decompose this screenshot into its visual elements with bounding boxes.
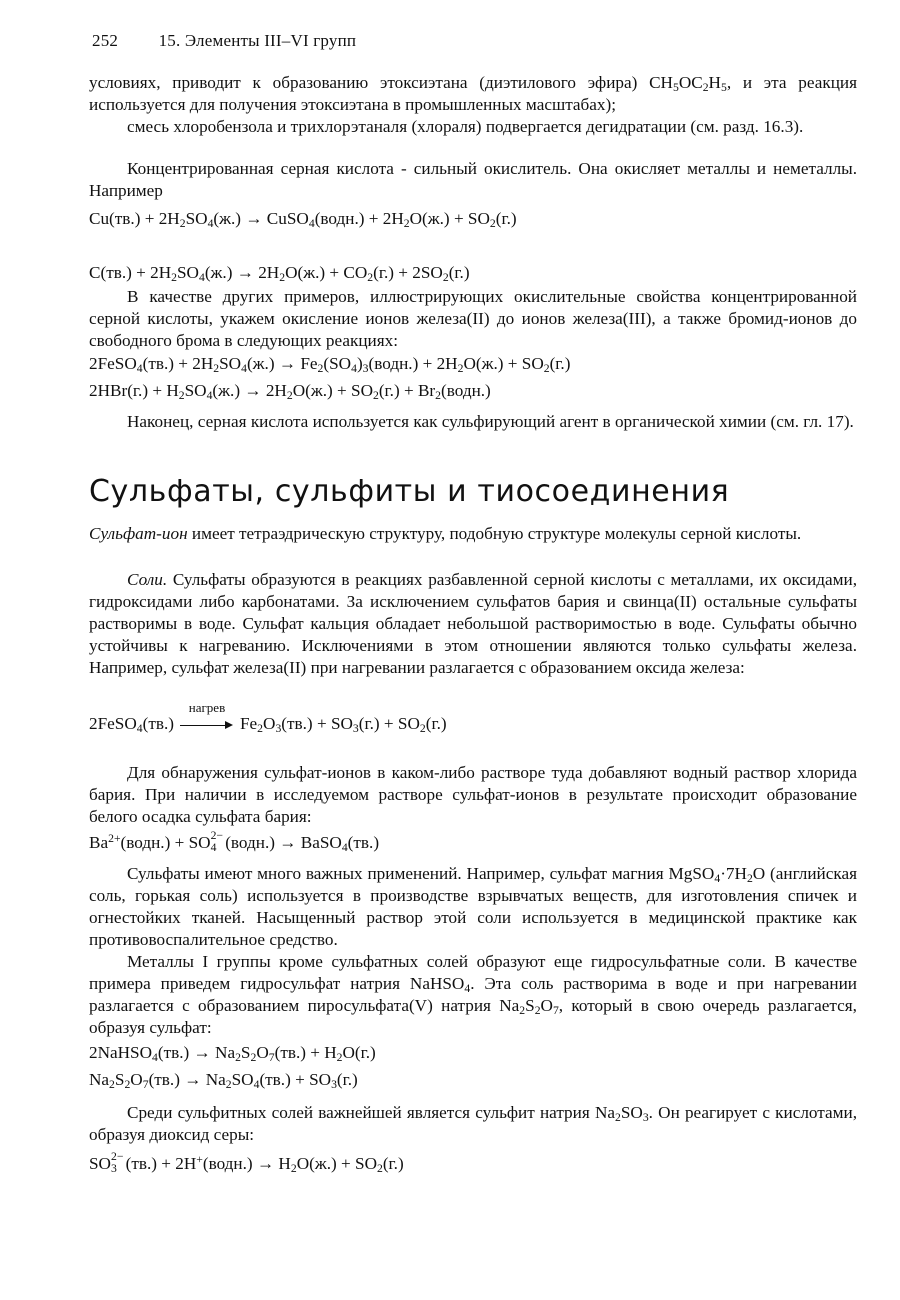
paragraph-barium-test: Для обнаружения сульфат-ионов в каком-либо растворе туда добавляют водный раствор хлорида бария. При наличии в исследуемом растворе сульфат-ионов в результате происходит образование белого осадка сульфата бария:: [89, 763, 857, 826]
equation-carbon: $C(тв.) + 2H_2SO_4(ж.) \to 2H_2O(ж.) + CO_2(г.) + 2SO_2(г.)$: [89, 263, 470, 284]
equation-barium-sulfate: $Ba^{2+}(водн.)$ + SO 2− 4 (водн.) → BaSO$_4$(тв.): [89, 828, 380, 855]
heating-arrow: нагрев: [180, 715, 234, 735]
section-heading: Сульфаты, сульфиты и тиосоединения: [89, 474, 730, 509]
equation-sulfite-acid: SO 2− 3 (тв.) + 2H+(водн.) → $H_2O(ж.) + SO_2(г.)$: [89, 1149, 404, 1176]
equations-iron-bromide: 2FeSO$_4$(тв.) + $2H_2SO_4(ж.)$ → $Fe_2(SO_4)_3(водн.) + 2H_2O(ж.) + SO_2(г.)$ $2HBr(г.) + H_2SO_4(ж.) \to 2H_2O(ж.) + SO_2(г.)$ + $Br_2(водн.)$: [89, 354, 571, 402]
equation-cu: $Cu(тв.) + 2H_2SO_4(ж.)$ → CuSO$_4$(водн.) + $2H_2O(ж.) + SO_2(г.)$: [89, 209, 517, 230]
paragraph-chloral: смесь хлоробензола и трихлорэтаналя (хлораля) подвергается дегидратации (см. разд. 16.3).: [127, 117, 804, 136]
paragraph-hydrosulfates: Металлы I группы кроме сульфатных солей образуют еще гидросульфатные соли. В качестве примера приведем гидросульфат натрия NaHSO$_4$. Эта соль растворима в воде и при нагревании разлагается с образованием пиросульфата(V) натрия $Na_2S_2O_7$, который в свою очередь разлагается, образуя сульфат:: [89, 952, 857, 1037]
paragraph-sulfites: Среди сульфитных солей важнейшей является сульфит натрия $Na_2SO_3$. Он реагирует с кислотами, образуя диоксид серы:: [89, 1103, 858, 1144]
paragraph-sulfate-ion: Сульфат-ион имеет тетраэдрическую структуру, подобную структуре молекулы серной кислоты.: [89, 524, 802, 543]
page-number: 252: [92, 31, 119, 50]
paragraph-oxidizer: Концентрированная серная кислота - сильный окислитель. Она окисляет металлы и неметаллы. Например: [89, 159, 857, 200]
paragraph-other-examples: В качестве других примеров, иллюстрирующих окислительные свойства концентрированной серной кислоты, укажем окисление ионов железа(II) до ионов железа(III), а также бромид-ионов до свободного брома в следующих реакциях:: [89, 287, 857, 350]
equations-hydrosulfate: 2NaHSO$_4$(тв.) → $Na_2S_2O_7(тв.) + H_2O(г.)$ $Na_2S_2O_7(тв.) \to Na_2SO_4(тв.) + SO_3(г.)$: [89, 1043, 376, 1091]
paragraph-diethyl-ether: условиях, приводит к образованию этоксиэтана (диэтилового эфира) $CH_5OC_2H_5$, и эта реакция используется для получения этоксиэтана в промышленных масштабах); смесь хлоробензола и трихлорэтаналя (хлораля) подвергается дегидратации (см. разд. 16.3).: [89, 73, 857, 136]
page-header: [92, 31, 356, 51]
paragraph-sulfonating: Наконец, серная кислота используется как сульфирующий агент в органической химии (см. гл. 17).: [127, 412, 854, 431]
paragraph-applications: Сульфаты имеют много важных применений. Например, сульфат магния $MgSO_4\cdot 7H_2O$ (английская соль, горькая соль) используется в производстве взрывчатых веществ, для изготовления спичек и огнестойких тканей. Насыщенный раствор этой соли используется в медицинской практике как противовоспалительное средство. Металлы I группы кроме сульфатных солей образуют еще гидросульфатные соли. В качестве примера приведем гидросульфат натрия NaHSO$_4$. Эта соль растворима в воде и при нагревании разлагается с образованием пиросульфата(V) натрия $Na_2S_2O_7$, который в свою очередь разлагается, образуя сульфат:: [89, 864, 857, 1037]
chapter-title: 15. Элементы III–VI групп: [158, 31, 357, 50]
paragraph-salts: Соли. Сульфаты образуются в реакциях разбавленной серной кислоты с металлами, их оксидами, гидроксидами либо карбонатами. За исключением сульфатов бария и свинца(II) остальные сульфаты растворимы в воде. Сульфат кальция обладает небольшой растворимостью в воде. Сульфаты обычно устойчивы к нагреванию. Исключениями в этом отношении являются только сульфаты железа. Например, сульфат железа(II) при нагревании разлагается с образованием оксида железа:: [89, 570, 857, 677]
equation-feso4-heating: 2FeSO$_4$(тв.) нагрев $Fe_2O_3(тв.) + SO_3(г.) + SO_2(г.)$: [89, 700, 447, 735]
